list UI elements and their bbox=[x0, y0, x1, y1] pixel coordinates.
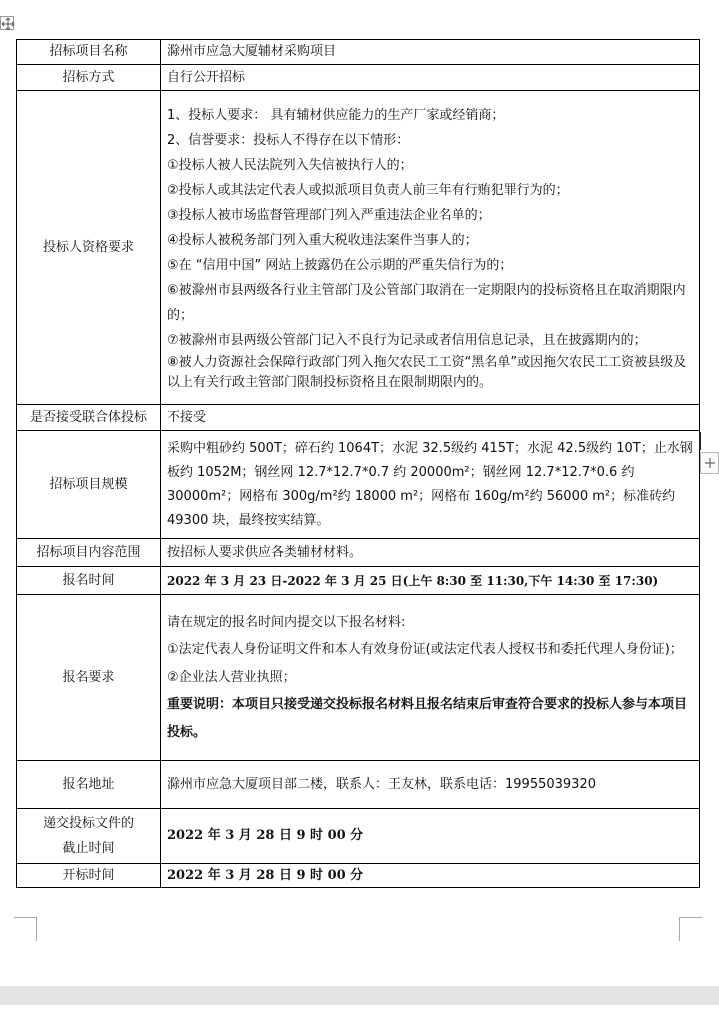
page-corner-mark bbox=[679, 917, 702, 918]
table-row bbox=[17, 864, 700, 888]
table-row bbox=[17, 809, 700, 864]
requirement-line: ⑥被滁州市县两级各行业主管部门及公管部门取消在一定期限内的投标资格且在取消期限内的； bbox=[167, 282, 686, 323]
table-move-handle[interactable] bbox=[0, 16, 14, 30]
table-row bbox=[17, 595, 700, 761]
row-label bbox=[17, 809, 161, 864]
row-value[interactable]: 2022 年 3 月 23 日-2022 年 3 月 25 日(上午 8:30 至 11:30,下午 14:30 至 17:30) bbox=[161, 567, 700, 595]
table-row bbox=[17, 539, 700, 567]
table-row bbox=[17, 431, 700, 539]
move-icon bbox=[1, 17, 15, 31]
add-row-button[interactable] bbox=[700, 452, 719, 474]
row-value[interactable]: 2022 年 3 月 28 日 9 时 00 分 bbox=[161, 809, 700, 864]
row-value[interactable]: 滁州市应急大厦项目部二楼，联系人：王友林，联系电话：19955039320 bbox=[161, 761, 700, 809]
requirement-line: ④投标人被税务部门列入重大税收违法案件当事人的； bbox=[167, 232, 478, 248]
table-row bbox=[17, 567, 700, 595]
requirement-line: ①投标人被人民法院列入失信被执行人的； bbox=[167, 157, 413, 173]
requirement-line: ⑦被滁州市县两级公管部门记入不良行为记录或者信用信息记录，且在披露期内的； bbox=[167, 332, 647, 348]
row-label: 招标项目内容范围 bbox=[17, 539, 161, 567]
requirement-line: ③投标人被市场监督管理部门列入严重违法企业名单的； bbox=[167, 207, 491, 223]
row-value[interactable]: 2022 年 3 月 28 日 9 时 00 分 bbox=[161, 864, 700, 888]
row-value[interactable]: 不接受 bbox=[161, 405, 700, 431]
table-row bbox=[17, 65, 700, 91]
important-note: 重要说明：本项目只接受递交投标报名材料且报名结束后审查符合要求的投标人参与本项目投标。 bbox=[167, 697, 688, 740]
row-label: 报名要求 bbox=[17, 595, 161, 761]
plus-icon bbox=[704, 457, 716, 469]
table-row bbox=[17, 405, 700, 431]
row-end-marker bbox=[699, 432, 701, 450]
row-value[interactable]: 采购中粗砂约 500T；碎石约 1064T；水泥 32.5级约 415T；水泥 42.5级约 10T；止水钢板约 1052M；钢丝网 12.7*12.7*0.7 约 20000m²；钢丝网 12.7*12.7*0.6 约 30000m²；网格布 300g/m²约 18000 m²；网格布 160g/m²约 56000 m²；标准砖约 49300 块，最终按实结算。 bbox=[161, 431, 700, 539]
row-value[interactable]: 自行公开招标 bbox=[161, 65, 700, 91]
page-gap bbox=[0, 986, 719, 1005]
requirement-line: ②企业法人营业执照； bbox=[167, 669, 296, 685]
row-label: 开标时间 bbox=[17, 864, 161, 888]
requirement-line: ②投标人或其法定代表人或拟派项目负责人前三年有行贿犯罪行为的； bbox=[167, 182, 569, 198]
row-label-line: 截止时间 bbox=[62, 841, 115, 856]
row-label: 招标项目名称 bbox=[17, 40, 161, 65]
row-label: 报名时间 bbox=[17, 567, 161, 595]
table-row bbox=[17, 91, 700, 405]
row-label: 投标人资格要求 bbox=[17, 91, 161, 405]
requirement-line: 2、信誉要求：投标人不得存在以下情形： bbox=[167, 132, 410, 148]
row-value[interactable]: 滁州市应急大厦辅材采购项目 bbox=[161, 40, 700, 65]
tender-info-table bbox=[16, 39, 700, 888]
requirement-line: 请在规定的报名时间内提交以下报名材料: bbox=[167, 614, 406, 630]
requirement-line: 1、投标人要求： 具有辅材供应能力的生产厂家或经销商； bbox=[167, 107, 505, 123]
page-corner-mark bbox=[14, 917, 37, 918]
requirement-line: ⑧被人力资源社会保障行政部门列入拖欠农民工工资“黑名单”或因拖欠农民工工资被县级及以上有关行政主管部门限制投标资格且在限制期限内的。 bbox=[167, 354, 687, 390]
requirement-line: ①法定代表人身份证明文件和本人有效身份证(或法定代表人授权书和委托代理人身份证)； bbox=[167, 642, 683, 658]
qualification-requirements[interactable] bbox=[161, 91, 700, 405]
row-label: 招标方式 bbox=[17, 65, 161, 91]
registration-requirements[interactable] bbox=[161, 595, 700, 761]
row-label: 是否接受联合体投标 bbox=[17, 405, 161, 431]
row-value[interactable]: 按招标人要求供应各类辅材材料。 bbox=[161, 539, 700, 567]
page-corner-mark bbox=[36, 917, 37, 941]
requirement-line: ⑤在 “信用中国” 网站上披露仍在公示期的严重失信行为的； bbox=[167, 257, 513, 273]
page-corner-mark bbox=[679, 917, 680, 941]
table-row bbox=[17, 40, 700, 65]
row-label-line: 递交投标文件的 bbox=[42, 816, 134, 831]
row-label: 报名地址 bbox=[17, 761, 161, 809]
row-label: 招标项目规模 bbox=[17, 431, 161, 539]
table-row bbox=[17, 761, 700, 809]
